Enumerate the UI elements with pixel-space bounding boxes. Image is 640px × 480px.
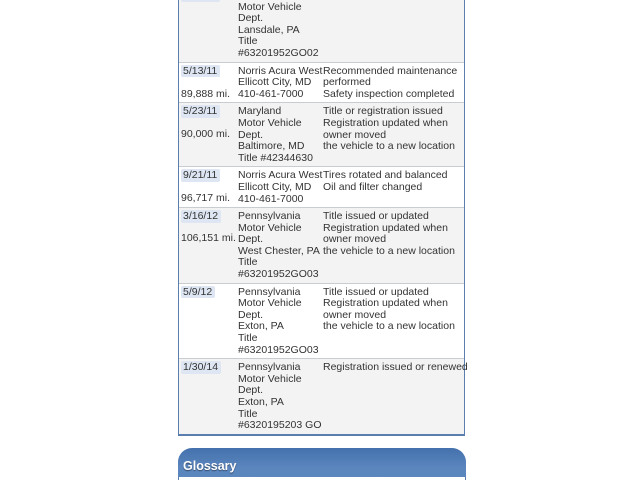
record-details-cell — [323, 0, 470, 60]
record-source-line: Exton, PA — [238, 396, 284, 408]
record-detail-line: owner moved — [323, 308, 387, 321]
vehicle-history-table — [178, 0, 468, 436]
record-details-cell — [323, 65, 464, 101]
record-detail-line: Title issued or updated — [323, 285, 429, 298]
record-source-cell — [238, 361, 323, 432]
record-date: 9/21/11 — [181, 169, 220, 182]
record-mileage: 90,000 mi. — [181, 128, 231, 141]
record-detail-line: performed — [323, 76, 371, 89]
record-detail-line: Registration updated when — [323, 221, 448, 234]
record-detail-line: Registration updated when — [323, 116, 448, 129]
record-date — [181, 0, 220, 2]
record-source-line: Dept. — [238, 12, 264, 25]
record-date-cell — [179, 105, 238, 164]
record-date-cell — [179, 361, 238, 432]
record-detail-line: the vehicle to a new location — [323, 320, 455, 333]
record-source-line: #63201952GO03 — [238, 268, 319, 281]
record-detail-line: Registration issued or renewed — [323, 361, 468, 374]
record-detail-line: the vehicle to a new location — [323, 140, 455, 153]
history-record-row — [179, 207, 464, 283]
record-source-line: Norris Acura West — [238, 169, 323, 182]
history-record-row — [179, 358, 468, 434]
record-date: 5/13/11 — [181, 65, 220, 78]
record-source-line: Dept. — [238, 308, 264, 321]
record-detail-line: owner moved — [323, 233, 387, 246]
record-source-cell — [238, 105, 323, 164]
record-detail-line: Registration updated when — [323, 297, 448, 310]
record-date-cell — [179, 286, 238, 357]
record-detail-line: the vehicle to a new location — [323, 244, 455, 257]
record-source-cell — [238, 65, 323, 101]
record-date-cell — [179, 169, 238, 205]
record-source-line: Dept. — [238, 128, 264, 141]
record-source-line: Title — [238, 332, 258, 345]
record-source-line: Motor Vehicle — [238, 116, 302, 129]
record-source-cell — [238, 0, 323, 60]
record-source-line: Title — [238, 256, 258, 269]
glossary-header[interactable] — [178, 448, 466, 480]
record-source-line: #63201952GO03 — [238, 343, 319, 356]
record-source-line: 410-461-7000 — [238, 192, 304, 205]
record-source-line: Title — [238, 407, 258, 420]
record-date: 5/9/12 — [181, 286, 215, 299]
record-source-line: Ellicott City, MD — [238, 76, 312, 89]
record-source-line: Baltimore, MD — [238, 140, 305, 153]
record-source-line: Ellicott City, MD — [238, 180, 312, 193]
record-detail-line: Oil and filter changed — [323, 180, 423, 193]
record-source-line: Motor Vehicle — [238, 372, 302, 385]
record-source-cell — [238, 286, 323, 357]
history-record-row — [179, 166, 464, 207]
record-details-cell — [323, 210, 464, 281]
history-record-row — [179, 283, 464, 359]
glossary-title: Glossary — [183, 459, 237, 473]
record-mileage: 96,717 mi. — [181, 192, 231, 205]
record-detail-line: Title issued or updated — [323, 210, 429, 223]
record-source-cell — [238, 210, 323, 281]
record-source-line: Norris Acura West — [238, 64, 323, 77]
record-date: 1/30/14 — [181, 361, 221, 374]
record-source-line: Pennsylvania — [238, 285, 301, 298]
record-source-line: West Chester, PA — [238, 244, 320, 257]
record-source-line: Motor Vehicle — [238, 0, 302, 13]
record-date: 5/23/11 — [181, 105, 220, 118]
record-source-line: Dept. — [238, 384, 264, 397]
record-mileage: 89,888 mi. — [181, 87, 231, 100]
record-details-cell — [323, 286, 464, 357]
record-source-line: Title — [238, 35, 258, 48]
record-source-line: Maryland — [238, 105, 282, 118]
record-date-cell — [179, 210, 238, 281]
record-source-line: Exton, PA — [238, 320, 284, 333]
record-date-cell — [179, 65, 238, 101]
history-record-row — [179, 0, 464, 62]
record-source-line: Title #42344630 — [238, 151, 313, 164]
record-detail-line: Tires rotated and balanced — [323, 169, 448, 182]
record-detail-line: Recommended maintenance — [323, 64, 458, 77]
record-source-line: #63201952GO02 — [238, 46, 319, 59]
record-date-cell — [179, 0, 238, 60]
record-source-line: Dept. — [238, 233, 264, 246]
record-details-cell — [323, 105, 464, 164]
record-date: 3/16/12 — [181, 210, 221, 223]
record-source-line: 410-461-7000 — [238, 87, 304, 100]
record-source-cell — [238, 169, 323, 205]
history-record-row — [179, 102, 464, 166]
record-mileage: 106,151 mi. — [181, 232, 236, 245]
record-source-line: Motor Vehicle — [238, 297, 302, 310]
record-source-line: Pennsylvania — [238, 210, 301, 223]
record-source-line: #6320195203 GO — [238, 419, 322, 432]
record-details-cell — [323, 169, 464, 205]
record-detail-line — [323, 0, 468, 2]
history-record-row — [179, 62, 464, 103]
record-source-line: Lansdale, PA — [238, 23, 300, 36]
record-detail-line: Safety inspection completed — [323, 87, 455, 100]
record-detail-line: owner moved — [323, 128, 387, 141]
record-source-line: Pennsylvania — [238, 361, 301, 374]
record-detail-line: Title or registration issued — [323, 105, 443, 118]
record-details-cell — [323, 361, 470, 432]
record-source-line: Motor Vehicle — [238, 221, 302, 234]
